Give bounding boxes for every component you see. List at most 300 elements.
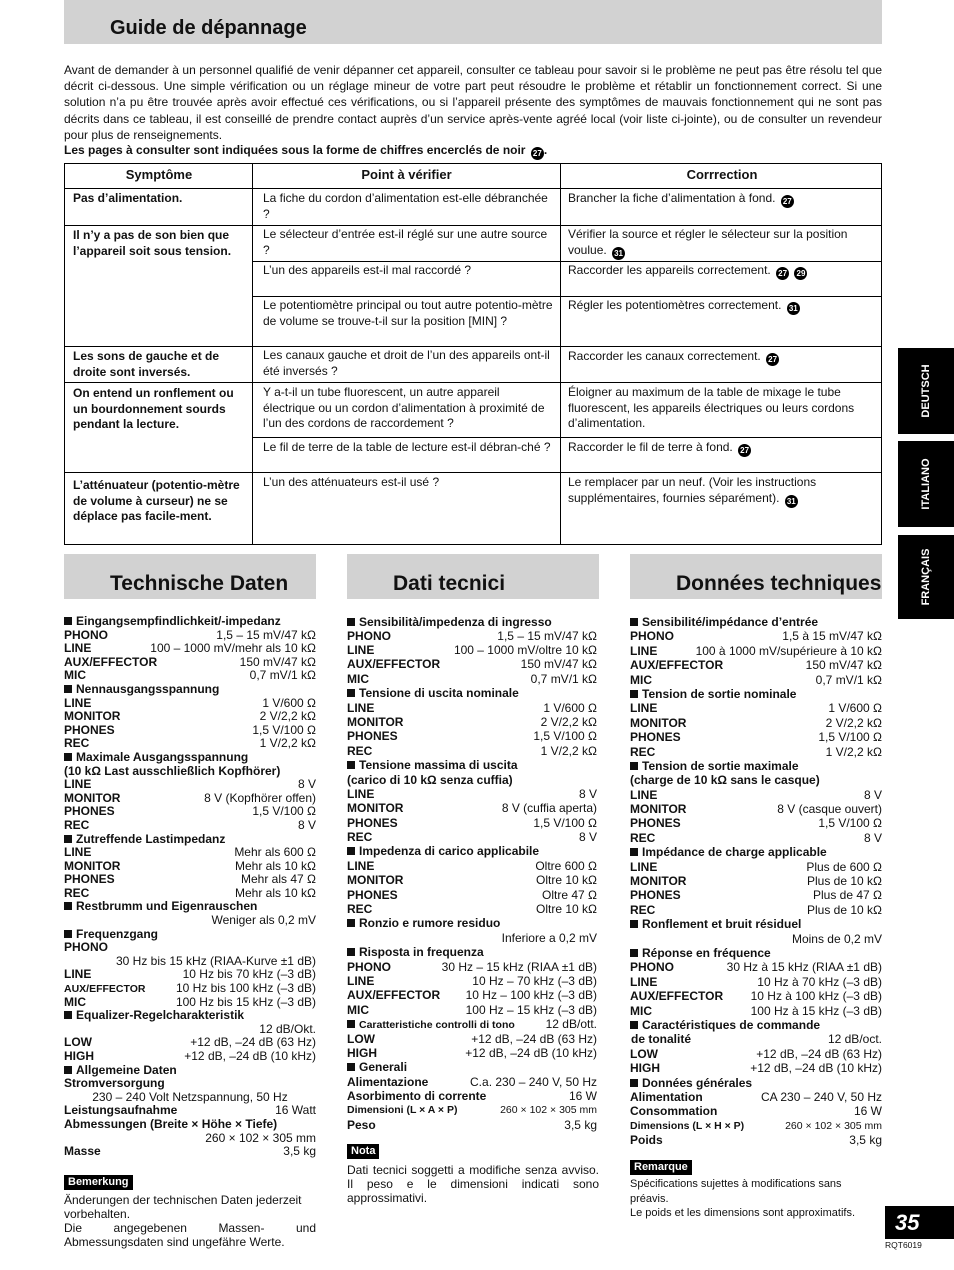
spec-value: 8 V <box>863 787 882 802</box>
spec-value: Weniger als 0,2 mV <box>211 913 316 928</box>
note-tag-de: Bemerkung <box>64 1175 133 1190</box>
spec-value: 10 Hz bis 70 kHz (–3 dB) <box>182 967 316 982</box>
correction-text: Brancher la fiche d’alimentation à fond. <box>568 191 776 205</box>
spec-label: PHONO <box>347 959 392 974</box>
spec-row <box>347 702 597 716</box>
spec-heading-text: Impédance de charge applicable <box>642 845 827 860</box>
spec-label: LINE <box>347 700 375 715</box>
spec-row <box>347 730 597 744</box>
spec-row <box>64 778 316 792</box>
spec-heading-text: Eingangsempfindlichkeit/-impedanz <box>76 614 281 628</box>
spec-value: 3,5 kg <box>849 1133 882 1148</box>
spec-value: 3,5 kg <box>564 1117 597 1132</box>
spec-row <box>630 817 882 831</box>
spec-label: Abmessungen (Breite × Höhe × Tiefe) <box>64 1116 278 1131</box>
spec-label: Asorbimento di corrente <box>347 1089 487 1104</box>
spec-heading <box>630 1077 882 1091</box>
spec-row <box>64 968 316 982</box>
spec-row <box>630 1120 882 1134</box>
spec-heading <box>630 688 882 702</box>
spec-label: REC <box>347 743 373 758</box>
specs-fr <box>630 616 882 1148</box>
spec-heading <box>630 616 882 630</box>
spec-heading <box>64 1064 316 1078</box>
correction-cell <box>568 263 878 280</box>
spec-value: 0,7 mV/1 kΩ <box>815 672 882 687</box>
page-number: 35 <box>885 1206 954 1239</box>
spec-row <box>347 831 597 845</box>
spec-subheading: (charge de 10 kΩ sans le casque) <box>630 773 820 788</box>
language-tab-label: DEUTSCH <box>920 364 932 418</box>
spec-label: MONITOR <box>347 873 404 888</box>
spec-row <box>64 1050 316 1064</box>
spec-subheading: (carico di 10 kΩ senza cuffia) <box>347 772 513 787</box>
spec-label: MIC <box>630 1003 652 1018</box>
correction-cell <box>568 440 878 457</box>
bullet-square-icon <box>64 685 72 693</box>
spec-value: 10 Hz à 100 kHz (–3 dB) <box>750 989 882 1004</box>
spec-row <box>630 659 882 673</box>
spec-label: LOW <box>64 1035 92 1050</box>
spec-row <box>347 716 597 730</box>
spec-value: 1,5 V/100 Ω <box>252 804 316 819</box>
spec-label: LINE <box>630 701 658 716</box>
header-correction: Corrrection <box>686 167 758 182</box>
correction-text: Régler les potentiomètres correctement. <box>568 298 782 312</box>
spec-value: 3,5 kg <box>283 1144 316 1159</box>
spec-value: Mehr als 10 kΩ <box>235 885 316 900</box>
language-tab-label: ITALIANO <box>920 458 932 510</box>
spec-row <box>630 717 882 731</box>
language-tab-italiano <box>898 441 954 527</box>
spec-row <box>347 989 597 1003</box>
spec-heading-text: Tension de sortie maximale <box>642 758 799 773</box>
spec-value: Oltre 600 Ω <box>535 858 597 873</box>
page-ref-badge: 27 <box>766 353 779 366</box>
spec-row <box>347 1004 597 1018</box>
spec-label: PHONO <box>64 940 109 955</box>
spec-heading-text: Equalizer-Regelcharakteristik <box>76 1008 245 1023</box>
spec-value: 260 × 102 × 305 mm <box>500 1104 597 1117</box>
spec-value: Plus de 10 kΩ <box>806 874 882 889</box>
spec-value: CA 230 – 240 V, 50 Hz <box>761 1089 882 1104</box>
spec-label: PHONES <box>347 815 398 830</box>
spec-heading-text: Maximale Ausgangsspannung <box>76 749 249 764</box>
spec-row <box>347 745 597 759</box>
note-text: Spécifications sujettes à modifications sans préavis. <box>630 1178 842 1205</box>
spec-row <box>347 658 597 672</box>
spec-row <box>630 976 882 990</box>
header-check: Point à vérifier <box>361 167 452 182</box>
spec-value: C.a. 230 – 240 V, 50 Hz <box>470 1074 597 1089</box>
spec-subheading: de tonalité <box>631 1032 692 1047</box>
spec-value: Oltre 10 kΩ <box>536 902 597 917</box>
spec-row <box>630 746 882 760</box>
spec-row <box>347 975 597 989</box>
spec-heading-text: Frequenzgang <box>76 926 159 941</box>
spec-row <box>64 805 316 819</box>
spec-label: AUX/EFFECTOR <box>630 658 724 673</box>
spec-value: 12 dB/oct. <box>827 1032 882 1047</box>
correction-text: Raccorder le fil de terre à fond. <box>568 440 733 454</box>
spec-row <box>347 1090 597 1104</box>
spec-value: 1 V/2,2 kΩ <box>259 736 316 751</box>
spec-label: PHONES <box>630 730 681 745</box>
spec-label: MONITOR <box>630 802 687 817</box>
spec-value: 1 V/2,2 kΩ <box>825 744 882 759</box>
spec-label: HIGH <box>64 1049 94 1063</box>
spec-row <box>630 875 882 889</box>
spec-value: +12 dB, –24 dB (10 kHz) <box>184 1049 316 1063</box>
spec-label: REC <box>64 885 90 900</box>
spec-heading-text: Caratteristiche controlli di tono <box>359 1019 515 1032</box>
spec-row <box>347 1018 597 1032</box>
spec-row <box>630 1033 882 1047</box>
spec-heading <box>630 918 882 932</box>
spec-label: Dimensioni (L × A × P) <box>347 1104 458 1117</box>
spec-label: PHONES <box>347 729 398 744</box>
page-ref-badge: 27 <box>776 267 789 280</box>
spec-label: LINE <box>64 845 92 860</box>
spec-value: 1,5 V/100 Ω <box>252 722 316 737</box>
spec-value: 1 V/600 Ω <box>262 695 316 710</box>
bullet-square-icon <box>630 618 638 626</box>
spec-label: LINE <box>64 695 92 710</box>
spec-row <box>630 1105 882 1119</box>
page-ref-badge: 29 <box>794 267 807 280</box>
spec-row <box>347 644 597 658</box>
bullet-square-icon <box>347 847 355 855</box>
spec-value: 16 W <box>853 1104 882 1119</box>
spec-row <box>64 996 316 1010</box>
spec-value: 100 – 1000 mV/mehr als 10 kΩ <box>150 641 316 656</box>
note-tag-it: Nota <box>347 1144 379 1159</box>
spec-value: 260 × 102 × 305 mm <box>785 1119 882 1132</box>
page-ref-badge: 27 <box>738 444 751 457</box>
spec-label: PHONES <box>64 804 115 819</box>
spec-row <box>64 1104 316 1118</box>
spec-value: 150 mV/47 kΩ <box>805 658 882 673</box>
specs-de <box>64 615 316 1159</box>
spec-label: PHONES <box>64 872 115 887</box>
spec-value: 10 Hz – 100 kHz (–3 dB) <box>465 988 597 1003</box>
spec-value: +12 dB, –24 dB (63 Hz) <box>756 1046 882 1061</box>
spec-label: LINE <box>630 787 658 802</box>
bullet-square-icon <box>64 835 72 843</box>
spec-label: PHONO <box>64 627 109 642</box>
page-ref-badge: 31 <box>787 302 800 315</box>
language-tab-francais <box>898 535 954 619</box>
spec-label: LINE <box>347 786 375 801</box>
spec-value: 16 W <box>568 1089 597 1104</box>
spec-value: 100 à 1000 mV/supérieure à 10 kΩ <box>695 643 882 658</box>
spec-row <box>64 846 316 860</box>
spec-label: Alimentation <box>630 1089 703 1104</box>
spec-row <box>64 873 316 887</box>
spec-value: 2 V/2,2 kΩ <box>825 715 882 730</box>
spec-value: 8 V <box>578 830 597 845</box>
spec-value: 30 Hz – 15 kHz (RIAA ±1 dB) <box>441 959 597 974</box>
spec-heading <box>347 845 597 859</box>
spec-row <box>347 673 597 687</box>
spec-heading-text: Caractéristiques de commande <box>642 1017 821 1032</box>
spec-label: MIC <box>347 671 369 686</box>
note-text: Die angegebenen Massen- und Abmessungsdaten sind ungefähre Werte. <box>64 1221 316 1249</box>
spec-heading-text: Sensibilité/impédance d’entrée <box>642 615 819 629</box>
spec-row <box>64 887 316 901</box>
bullet-square-icon <box>347 689 355 697</box>
spec-value: 1 V/600 Ω <box>543 700 597 715</box>
bullet-square-icon <box>630 762 638 770</box>
spec-heading-text: Zutreffende Lastimpedanz <box>76 831 226 846</box>
bullet-square-icon <box>347 761 355 769</box>
spec-row <box>630 832 882 846</box>
spec-value: +12 dB, –24 dB (63 Hz) <box>190 1035 316 1050</box>
check-cell: L’un des appareils est-il mal raccordé ? <box>263 263 472 277</box>
spec-value: +12 dB, –24 dB (63 Hz) <box>471 1031 597 1046</box>
spec-label: HIGH <box>630 1061 660 1076</box>
correction-cell: Éloigner au maximum de la table de mixage le tube fluorescent, les appareils électriques ou leurs cordons d’alimentation. <box>568 385 855 430</box>
spec-label: AUX/EFFECTOR <box>64 654 158 669</box>
spec-label: LINE <box>347 642 375 657</box>
spec-value: 1,5 V/100 Ω <box>533 729 597 744</box>
specs-it <box>347 616 597 1133</box>
spec-label: AUX/EFFECTOR <box>630 989 724 1004</box>
intro-note-text: Les pages à consulter sont indiquées sous la forme de chiffres encerclés de noir <box>64 143 526 157</box>
spec-value: 150 mV/47 kΩ <box>520 657 597 672</box>
spec-value: Oltre 10 kΩ <box>536 873 597 888</box>
spec-row <box>630 1048 882 1062</box>
spec-value: 1,5 à 15 mV/47 kΩ <box>782 629 882 644</box>
spec-value: 150 mV/47 kΩ <box>239 654 316 669</box>
spec-heading <box>347 759 597 773</box>
spec-label: Poids <box>630 1133 663 1148</box>
bullet-square-icon <box>64 753 72 761</box>
bullet-square-icon <box>347 1020 355 1028</box>
spec-value: 100 Hz à 15 kHz (–3 dB) <box>750 1003 882 1018</box>
spec-label: Peso <box>347 1117 376 1132</box>
spec-heading-text: Generali <box>359 1060 408 1075</box>
spec-heading-text: Tension de sortie nominale <box>642 686 797 701</box>
spec-row <box>630 889 882 903</box>
spec-row <box>347 860 597 874</box>
language-tab-deutsch <box>898 348 954 434</box>
spec-value: 100 Hz bis 15 kHz (–3 dB) <box>175 994 316 1009</box>
spec-label: LINE <box>347 858 375 873</box>
spec-row <box>64 982 316 996</box>
spec-value: 10 Hz bis 100 kHz (–3 dB) <box>175 981 316 996</box>
spec-heading-text: Impedenza di carico applicabile <box>359 844 540 859</box>
bullet-square-icon <box>347 618 355 626</box>
intro-paragraph: Avant de demander à un personnel qualifié de venir dépanner cet appareil, consulter ce tableau pour savoir si le problème ne peut pas être résolu tel que décrit ci-dessous. Une simple vérification ou un réglage mineur de votre part peut résoudre le problème et rétablir un fonctionnement correct. Si une solution n’a pu être trouvée après avoir effectué ces vérifications, ou si l’appareil présente des symptômes de mauvais fonctionnement qui ne sont pas décrits dans ce tableau, il est conseillé de prendre contact auprès d’un service après-vente agréé local (voir liste ci-jointe), ou de consulter un revendeur pour plus de renseignements. <box>64 63 882 142</box>
spec-subheading: (10 kΩ Last ausschließlich Kopfhörer) <box>64 763 281 778</box>
symptom-cell: Les sons de gauche et de droite sont inversés. <box>73 349 220 379</box>
spec-value: 0,7 mV/1 kΩ <box>249 668 316 683</box>
spec-label: AUX/EFFECTOR <box>347 988 441 1003</box>
correction-cell <box>568 191 878 208</box>
spec-row <box>630 1091 882 1105</box>
spec-heading <box>347 616 597 630</box>
spec-value: 1,5 – 15 mV/47 kΩ <box>216 627 316 642</box>
spec-row <box>630 904 882 918</box>
note-text: Änderungen der technischen Daten jederzeit vorbehalten. <box>64 1193 302 1221</box>
correction-cell <box>568 227 878 260</box>
spec-value: 12 dB/ott. <box>545 1017 597 1032</box>
spec-label: MIC <box>64 668 86 683</box>
spec-label: MONITOR <box>64 858 121 873</box>
spec-heading <box>64 683 316 697</box>
spec-label: MONITOR <box>64 709 121 724</box>
spec-heading-text: Ronzio e rumore residuo <box>359 916 501 931</box>
spec-value: 230 – 240 Volt Netzspannung, 50 Hz <box>92 1089 288 1104</box>
spec-row <box>630 990 882 1004</box>
spec-heading <box>64 615 316 629</box>
spec-heading <box>347 946 597 960</box>
spec-value: 8 V (Kopfhörer offen) <box>204 790 316 805</box>
bullet-square-icon <box>64 1011 72 1019</box>
spec-label: REC <box>630 744 656 759</box>
language-tab-label: FRANÇAIS <box>920 548 932 606</box>
spec-row <box>347 788 597 802</box>
spec-row <box>630 861 882 875</box>
spec-heading <box>630 947 882 961</box>
spec-row <box>64 656 316 670</box>
spec-value: 1,5 – 15 mV/47 kΩ <box>497 628 597 643</box>
spec-value: 1,5 V/100 Ω <box>818 730 882 745</box>
spec-heading <box>630 846 882 860</box>
spec-value: +12 dB, –24 dB (10 kHz) <box>750 1061 882 1076</box>
spec-heading <box>630 1019 882 1033</box>
spec-value: Mehr als 600 Ω <box>234 845 316 860</box>
note-de <box>64 1193 316 1249</box>
spec-row <box>64 792 316 806</box>
spec-label: MIC <box>630 672 652 687</box>
spec-row <box>347 1033 597 1047</box>
spec-row <box>630 731 882 745</box>
spec-row <box>64 710 316 724</box>
spec-label: REC <box>347 902 373 917</box>
spec-row <box>64 1036 316 1050</box>
spec-label: REC <box>347 830 373 845</box>
bullet-square-icon <box>64 930 72 938</box>
spec-value: Mehr als 47 Ω <box>241 872 316 887</box>
correction-text: Raccorder les appareils correctement. <box>568 263 771 277</box>
spec-value: Moins de 0,2 mV <box>791 931 882 946</box>
spec-value: 260 × 102 × 305 mm <box>205 1130 316 1145</box>
page-ref-badge: 31 <box>785 495 798 508</box>
spec-label: PHONES <box>630 888 681 903</box>
spec-label: PHONO <box>630 629 675 644</box>
spec-label: LINE <box>64 967 92 982</box>
spec-label: Dimensions (L × H × P) <box>630 1119 745 1132</box>
spec-value: 1 V/600 Ω <box>828 701 882 716</box>
correction-cell <box>568 475 878 508</box>
correction-cell <box>568 349 878 366</box>
spec-label: LOW <box>347 1031 375 1046</box>
spec-heading-text: Nennausgangsspannung <box>76 681 220 696</box>
check-cell: Le potentiomètre principal ou tout autre potentio-mètre de volume se trouve-t-il sur la position [MIN] ? <box>263 298 553 328</box>
spec-value: 8 V (cuffia aperta) <box>501 801 597 816</box>
spec-row <box>347 817 597 831</box>
spec-row <box>64 819 316 833</box>
spec-label: Consommation <box>630 1104 718 1119</box>
page-ref-badge: 27 <box>781 195 794 208</box>
spec-value: 100 – 1000 mV/oltre 10 kΩ <box>453 642 597 657</box>
spec-heading <box>64 833 316 847</box>
spec-value: 2 V/2,2 kΩ <box>540 714 597 729</box>
spec-heading-text: Sensibilità/impedenza di ingresso <box>359 615 552 629</box>
intro-note: Les pages à consulter sont indiquées sous la forme de chiffres encerclés de noir 27 . <box>64 143 548 158</box>
bullet-square-icon <box>64 617 72 625</box>
header-symptom: Symptôme <box>125 167 193 182</box>
symptom-cell: On entend un ronflement ou un bourdonnement sourds pendant la lecture. <box>73 386 234 431</box>
spec-value: 12 dB/Okt. <box>259 1021 316 1036</box>
spec-label: PHONES <box>630 816 681 831</box>
spec-value: 8 V <box>297 777 316 792</box>
spec-heading <box>64 900 316 914</box>
spec-value: Plus de 10 kΩ <box>806 902 882 917</box>
bullet-square-icon <box>347 1063 355 1071</box>
bullet-square-icon <box>630 690 638 698</box>
bullet-square-icon <box>630 949 638 957</box>
spec-value: Plus de 600 Ω <box>806 859 882 874</box>
spec-value: Oltre 47 Ω <box>542 887 597 902</box>
spec-row <box>347 889 597 903</box>
check-cell: La fiche du cordon d’alimentation est-elle débranchée ? <box>263 191 548 221</box>
spec-row <box>347 1119 597 1133</box>
spec-row <box>347 802 597 816</box>
bullet-square-icon <box>630 1021 638 1029</box>
spec-value: Inferiore a 0,2 mV <box>501 930 597 945</box>
spec-value: 30 Hz bis 15 kHz (RIAA-Kurve ±1 dB) <box>116 953 316 968</box>
spec-value: 2 V/2,2 kΩ <box>259 709 316 724</box>
spec-row <box>347 961 597 975</box>
spec-value: 16 Watt <box>275 1103 316 1118</box>
spec-label: HIGH <box>347 1045 377 1060</box>
spec-label: Alimentazione <box>347 1074 429 1089</box>
section-title-fr: Données techniques <box>676 572 882 595</box>
page-title: Guide de dépannage <box>110 17 307 39</box>
note-fr <box>630 1177 880 1221</box>
spec-heading-text: Risposta in frequenza <box>359 945 484 960</box>
spec-value: 0,7 mV/1 kΩ <box>530 671 597 686</box>
spec-label: LINE <box>630 974 658 989</box>
page-ref-badge: 27 <box>531 147 544 160</box>
spec-label: REC <box>64 736 90 751</box>
spec-value: 100 Hz – 15 kHz (–3 dB) <box>465 1002 597 1017</box>
spec-label: LINE <box>630 859 658 874</box>
spec-value: 30 Hz à 15 kHz (RIAA ±1 dB) <box>726 960 882 975</box>
spec-label: LINE <box>347 973 375 988</box>
spec-heading <box>347 687 597 701</box>
check-cell: Les canaux gauche et droit de l’un des appareils ont-il été inversés ? <box>263 348 550 378</box>
spec-label: LINE <box>64 777 92 792</box>
symptom-cell: L’atténuateur (potentio-mètre de volume à curseur) ne se déplace pas facile-ment. <box>73 478 240 523</box>
spec-label: MIC <box>64 994 86 1009</box>
section-title-de: Technische Daten <box>110 572 289 595</box>
spec-label: LINE <box>64 641 92 656</box>
spec-heading-text: Tensione di uscita nominale <box>359 686 519 701</box>
spec-label: AUX/EFFECTOR <box>64 983 146 996</box>
spec-row <box>630 702 882 716</box>
spec-value: 10 Hz – 70 kHz (–3 dB) <box>472 973 597 988</box>
spec-row <box>347 874 597 888</box>
spec-row <box>630 1062 882 1076</box>
bullet-square-icon <box>630 920 638 928</box>
spec-heading-text: Restbrumm und Eigenrauschen <box>76 899 258 914</box>
spec-label: PHONO <box>347 628 392 643</box>
spec-heading <box>347 1061 597 1075</box>
